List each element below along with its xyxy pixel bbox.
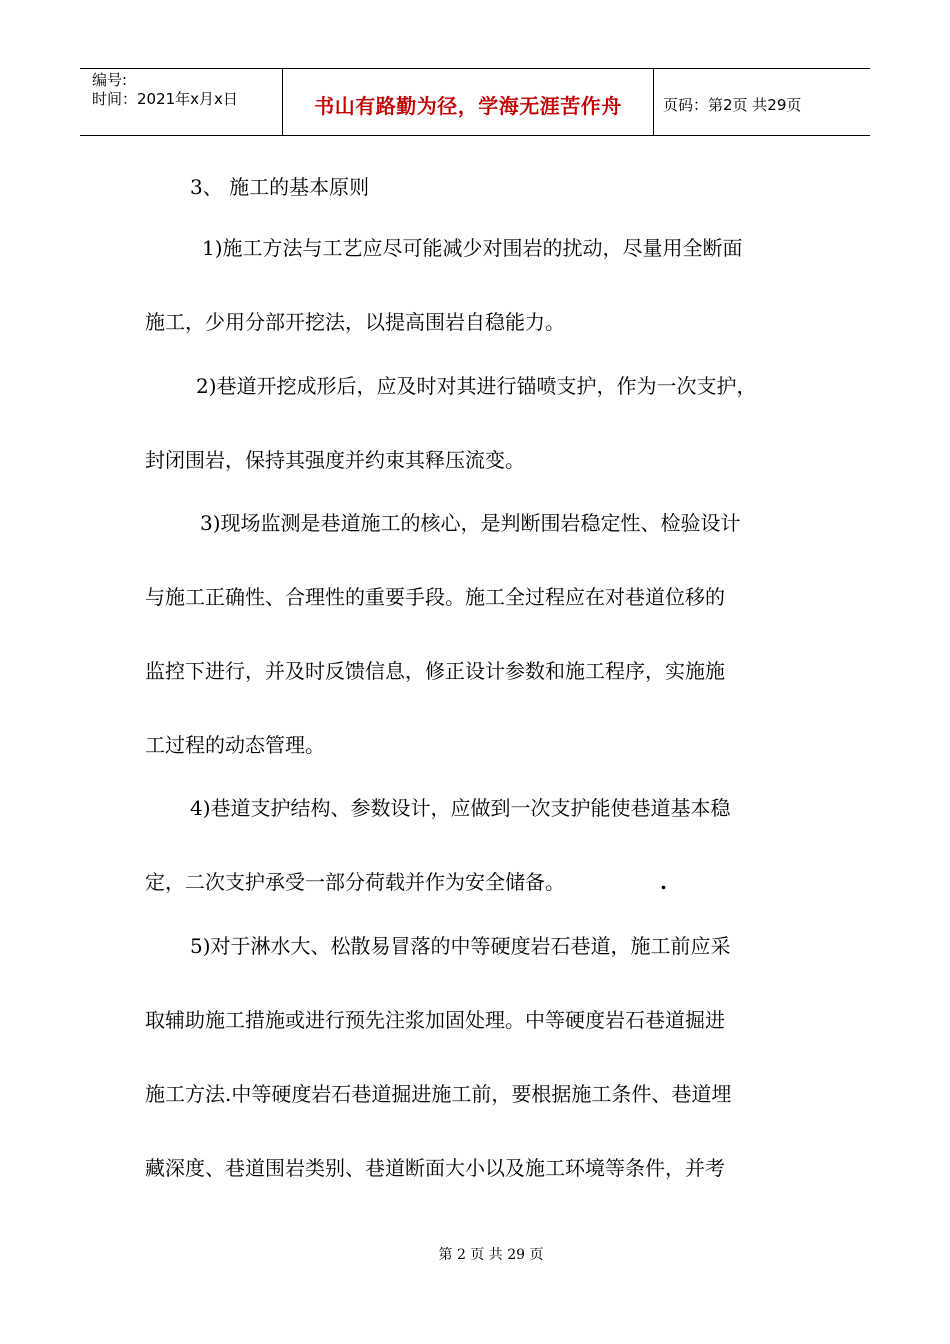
text-line: 2)巷道开挖成形后，应及时对其进行锚喷支护，作为一次支护， [196,374,757,398]
page-header [80,68,870,136]
text-line: 藏深度、巷道围岩类别、巷道断面大小以及施工环境等条件，并考 [145,1156,725,1180]
text-line: 1)施工方法与工艺应尽可能减少对围岩的扰动，尽量用全断面 [202,236,743,260]
text-line: 取辅助施工措施或进行预先注浆加固处理。中等硬度岩石巷道掘进 [145,1008,725,1032]
text-line: 4)巷道支护结构、参数设计，应做到一次支护能使巷道基本稳 [190,796,731,820]
text-line: 3)现场监测是巷道施工的核心，是判断围岩稳定性、检验设计 [200,511,741,535]
header-page-info-cell [654,69,870,135]
text-line: 封闭围岩，保持其强度并约束其释压流变。 [145,448,525,472]
header-meta [80,69,283,135]
header-page-info: 页码：第2页 共29页 [663,95,802,114]
text-line: 施工方法.中等硬度岩石巷道掘进施工前，要根据施工条件、巷道埋 [145,1082,732,1106]
text-line: 与施工正确性、合理性的重要手段。施工全过程应在对巷道位移的 [145,585,725,609]
text-line: 定，二次支护承受一部分荷载并作为安全储备。 [145,870,565,894]
section-heading: 3、 施工的基本原则 [190,175,370,199]
document-number-label: 编号: [92,71,128,89]
header-motto-cell [283,69,654,135]
text-line: 施工，少用分部开挖法，以提高围岩自稳能力。 [145,310,565,334]
document-time-label: 时间：2021年x月x日 [92,90,238,108]
text-line: 5)对于淋水大、松散易冒落的中等硬度岩石巷道，施工前应采 [190,934,731,958]
text-line: 工过程的动态管理。 [145,733,325,757]
stray-period: . [660,870,667,894]
page-footer: 第 2 页 共 29 页 [438,1247,544,1263]
text-line: 监控下进行，并及时反馈信息，修正设计参数和施工程序，实施施 [145,659,725,683]
header-motto: 书山有路勤为径，学海无涯苦作舟 [314,93,622,118]
